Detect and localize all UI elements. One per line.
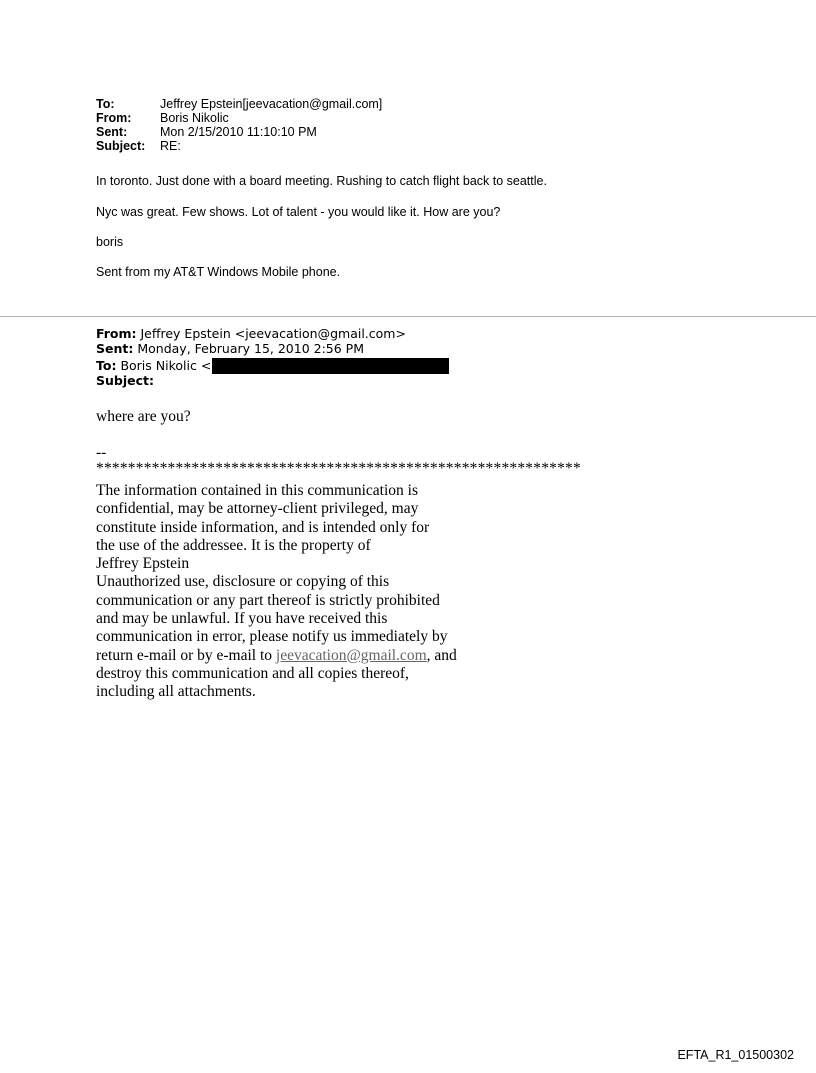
signature-stars: *************************************************************	[96, 460, 581, 477]
sent-label: Sent:	[96, 125, 128, 139]
quoted-from-label: From:	[96, 326, 137, 341]
to-label: To:	[96, 97, 115, 111]
subject-value: RE:	[160, 139, 181, 153]
to-value: Jeffrey Epstein[jeevacation@gmail.com]	[160, 97, 383, 111]
quoted-subject-label: Subject:	[96, 373, 154, 388]
reply-subject-row	[96, 139, 181, 153]
reply-signature: boris	[96, 235, 124, 249]
disclaimer-line: communication in error, please notify us immediately by	[96, 628, 448, 646]
redaction-box	[212, 358, 449, 374]
disclaimer-line: including all attachments.	[96, 683, 256, 701]
disclaimer-line: confidential, may be attorney-client privileged, may	[96, 500, 419, 518]
quoted-from-value: Jeffrey Epstein <jeevacation@gmail.com>	[140, 326, 406, 341]
document-id: EFTA_R1_01500302	[677, 1048, 794, 1062]
sent-value: Mon 2/15/2010 11:10:10 PM	[160, 125, 317, 139]
quoted-to-row	[96, 358, 449, 374]
from-value: Boris Nikolic	[160, 111, 229, 125]
quoted-to-value: Boris Nikolic <	[120, 358, 212, 373]
disclaimer-line: The information contained in this communication is	[96, 482, 418, 499]
disclaimer-line: destroy this communication and all copies thereof,	[96, 664, 409, 682]
quoted-sent-label: Sent:	[96, 341, 134, 356]
disclaimer-line: communication or any part thereof is strictly prohibited	[96, 591, 440, 609]
quoted-from-row	[96, 327, 406, 341]
quoted-sent-value: Monday, February 15, 2010 2:56 PM	[137, 341, 365, 356]
disclaimer-return-suffix: , and	[426, 646, 457, 664]
disclaimer-line: Unauthorized use, disclosure or copying of this	[96, 573, 390, 591]
disclaimer-line: the use of the addressee. It is the property of	[96, 536, 371, 554]
reply-from-row	[96, 111, 229, 125]
reply-mobile-footer: Sent from my AT&T Windows Mobile phone.	[96, 265, 341, 279]
reply-sent-row	[96, 125, 317, 139]
email-link[interactable]: jeevacation@gmail.com	[275, 646, 427, 664]
reply-line-2: Nyc was great. Few shows. Lot of talent - you would like it. How are you?	[96, 205, 501, 219]
quoted-subject-row	[96, 374, 154, 388]
disclaimer-line: Jeffrey Epstein	[96, 555, 190, 573]
disclaimer-line: constitute inside information, and is intended only for	[96, 518, 430, 536]
quoted-to-label: To:	[96, 358, 117, 373]
confidentiality-disclaimer	[96, 482, 457, 702]
subject-label: Subject:	[96, 139, 146, 153]
signature-dashes: --	[96, 444, 107, 461]
from-label: From:	[96, 111, 132, 125]
reply-to-row	[96, 97, 382, 111]
disclaimer-line: and may be unlawful. If you have received this	[96, 610, 388, 628]
reply-line-1: In toronto. Just done with a board meeting. Rushing to catch flight back to seattle.	[96, 174, 547, 188]
quoted-sent-row	[96, 342, 364, 356]
disclaimer-return-prefix: return e-mail or by e-mail to	[96, 646, 276, 664]
message-divider	[0, 316, 816, 317]
quoted-message: where are you?	[96, 408, 191, 425]
